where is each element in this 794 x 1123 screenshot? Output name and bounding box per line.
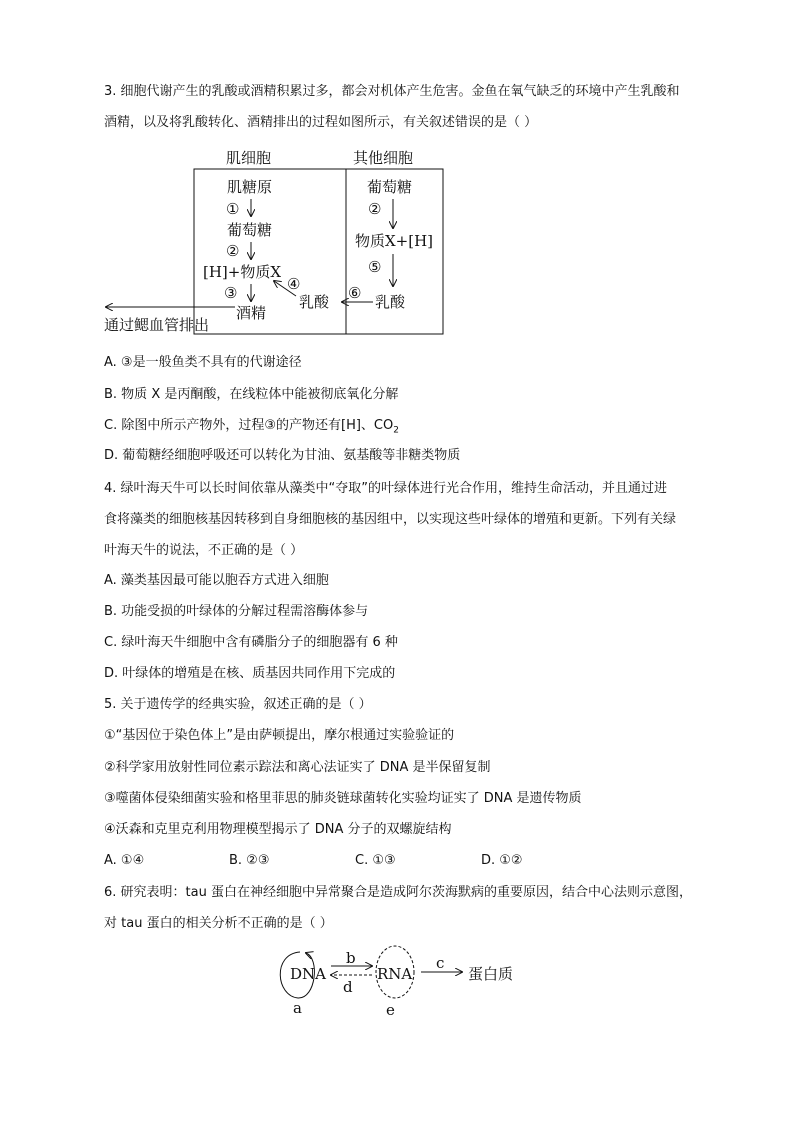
- glycogen-label: 肌糖原: [227, 178, 273, 196]
- h-substance-x-label: [H]+物质X: [203, 263, 282, 281]
- q4-stem-line1: 4. 绿叶海天牛可以长时间依靠从藻类中“夺取”的叶绿体进行光合作用，维持生命活动，并且通过进: [104, 481, 668, 496]
- q6-stem-line2: 对 tau 蛋白的相关分析不正确的是（ ）: [104, 916, 333, 931]
- lactic-right-label: 乳酸: [375, 293, 406, 311]
- step2-right-label: ②: [368, 200, 382, 218]
- lactic-left-label: 乳酸: [299, 293, 330, 311]
- q6-stem-line1: 6. 研究表明：tau 蛋白在神经细胞中异常聚合是造成阿尔茨海默病的重要原因，结合中心法则示意图，: [104, 885, 692, 900]
- glucose-right-label: 葡萄糖: [367, 178, 413, 196]
- step2-left-label: ②: [226, 242, 240, 260]
- alcohol-label: 酒精: [236, 304, 267, 322]
- q4-stem-line3: 叶海天牛的说法，不正确的是（ ）: [104, 543, 304, 558]
- substance-x-h-label: 物质X+[H]: [355, 232, 434, 250]
- dna-label: DNA: [290, 965, 326, 983]
- q4-option-a: A. 藻类基因最可能以胞吞方式进入细胞: [104, 573, 329, 588]
- q3-stem-line2: 酒精，以及将乳酸转化、酒精排出的过程如图所示，有关叙述错误的是（ ）: [104, 115, 538, 130]
- q6-central-dogma-diagram: [0, 940, 794, 1020]
- q5-statement-3: ③噬菌体侵染细菌实验和格里菲思的肺炎链球菌转化实验均证实了 DNA 是遗传物质: [104, 791, 582, 806]
- excrete-label: 通过鳃血管排出: [104, 316, 210, 334]
- q5-statement-1: ①“基因位于染色体上”是由萨顿提出，摩尔根通过实验验证的: [104, 728, 455, 743]
- glucose-left-label: 葡萄糖: [227, 221, 273, 239]
- muscle-cell-header: 肌细胞: [226, 149, 272, 167]
- q5-option-c: C. ①③: [355, 853, 396, 868]
- q4-option-d: D. 叶绿体的增殖是在核、质基因共同作用下完成的: [104, 666, 396, 681]
- step3-label: ③: [224, 284, 238, 302]
- step1-label: ①: [226, 200, 240, 218]
- q3-stem-line1: 3. 细胞代谢产生的乳酸或酒精积累过多，都会对机体产生危害。金鱼在氧气缺乏的环境中产生乳酸和: [104, 84, 680, 99]
- step4-label: ④: [287, 275, 301, 293]
- q3-option-c: [104, 417, 399, 440]
- protein-label: 蛋白质: [468, 965, 514, 983]
- other-cell-header: 其他细胞: [353, 149, 414, 167]
- q3-option-b: B. 物质 X 是丙酮酸，在线粒体中能被彻底氧化分解: [104, 387, 399, 402]
- label-a: a: [293, 999, 302, 1017]
- q4-option-b: B. 功能受损的叶绿体的分解过程需溶酶体参与: [104, 604, 369, 619]
- q5-stem: 5. 关于遗传学的经典实验，叙述正确的是（ ）: [104, 697, 372, 712]
- label-e: e: [386, 1001, 395, 1019]
- label-d: d: [343, 978, 353, 996]
- label-c: c: [436, 954, 445, 972]
- q5-option-a: A. ①④: [104, 853, 145, 868]
- step5-label: ⑤: [368, 258, 382, 276]
- q5-option-b: B. ②③: [229, 853, 270, 868]
- q5-option-d: D. ①②: [481, 853, 523, 868]
- label-b: b: [346, 949, 356, 967]
- q3-metabolism-diagram: [0, 140, 794, 370]
- q3-option-d: D. 葡萄糖经细胞呼吸还可以转化为甘油、氨基酸等非糖类物质: [104, 448, 461, 463]
- co2-subscript: 2: [393, 425, 399, 436]
- q5-statement-4: ④沃森和克里克利用物理模型揭示了 DNA 分子的双螺旋结构: [104, 822, 452, 837]
- q4-option-c: C. 绿叶海天牛细胞中含有磷脂分子的细胞器有 6 种: [104, 635, 398, 650]
- q3-option-a: A. ③是一般鱼类不具有的代谢途径: [104, 355, 302, 370]
- q4-stem-line2: 食将藻类的细胞核基因转移到自身细胞核的基因组中，以实现这些叶绿体的增殖和更新。下列有关绿: [104, 512, 677, 527]
- q5-statement-2: ②科学家用放射性同位素示踪法和离心法证实了 DNA 是半保留复制: [104, 760, 491, 775]
- q3-option-c-text: C. 除图中所示产物外，过程③的产物还有[H]、CO: [104, 418, 394, 433]
- rna-label: RNA: [377, 965, 413, 983]
- step6-label: ⑥: [348, 284, 362, 302]
